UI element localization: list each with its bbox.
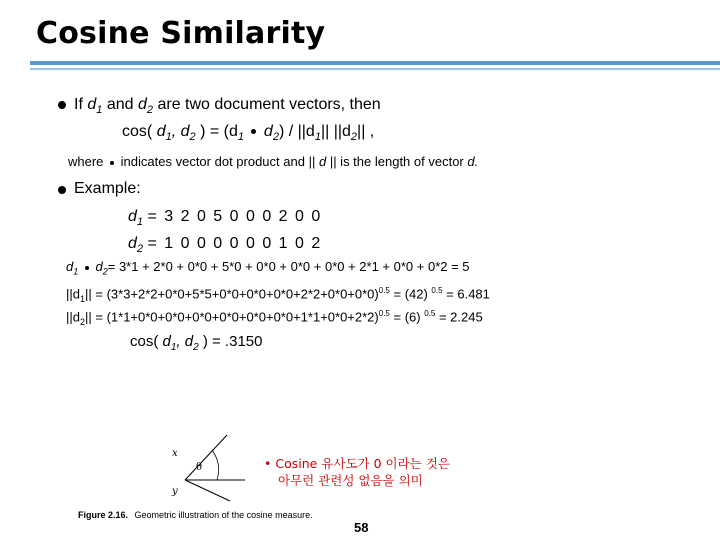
vector-d2: $d_2 = 1$ 0 0 0 0 0 0 1 0 2 xyxy=(128,235,322,256)
korean-note-line-1: • Cosine 유사도가 0 이라는 것은 xyxy=(264,456,450,471)
dot-product-symbol xyxy=(251,129,256,134)
korean-note-line-2: 아무런 관련성 없음을 의미 xyxy=(278,473,423,488)
label-y: y xyxy=(172,486,178,497)
norm-d1-calc: $||d_1|| = (3*3+2*2+0*0+5*5+0*0+0*0+0*0+2*2+0*0+0*0)^{0.5} = (42) ^{0.5} = 6.481$ xyxy=(66,286,490,304)
vector-d1: $d_1 = 3$ 2 0 5 0 0 0 2 0 0 xyxy=(128,208,322,229)
dot-product-calc: $d_1$ $d_2= 3*1 + 2*0 + 0*0 + 5*0 + 0*0 + 0*0 + 0*0 + 2*1 + 0*0 + 0*2 = 5$ xyxy=(66,259,470,277)
bullet-line-vectors: If $d_1$ and $d_2$ are two document vectors, then xyxy=(74,96,381,117)
cosine-result: cos( $d_1$, $d_2$ ) = .3150 xyxy=(130,333,263,353)
cosine-formula: cos( $d_1$, $d_2$ ) = ($d_1$ $d_2) / ||d_1||$ $||d_2||$ , xyxy=(122,123,375,144)
figure-caption: Figure 2.16. Geometric illustration of the cosine measure. xyxy=(78,510,313,520)
page-number: 58 xyxy=(354,520,369,535)
title-divider-thin xyxy=(30,68,720,70)
title-divider xyxy=(30,61,720,65)
norm-d2-calc: $||d_2|| = (1*1+0*0+0*0+0*0+0*0+0*0+0*0+1*1+0*0+2*2)^{0.5} = (6) ^{0.5} = 2.245$ xyxy=(66,309,483,327)
dot-product-note: where indicates vector dot product and || d || is the length of vector d. xyxy=(68,154,479,169)
slide-title: Cosine Similarity xyxy=(36,16,326,51)
dot-product-symbol xyxy=(85,266,89,270)
dot-product-symbol xyxy=(110,161,114,165)
label-x: x xyxy=(172,448,178,459)
example-label: Example: xyxy=(74,180,141,197)
bullet-dot xyxy=(58,101,66,109)
label-theta: θ xyxy=(196,462,203,473)
bullet-dot xyxy=(58,186,66,194)
